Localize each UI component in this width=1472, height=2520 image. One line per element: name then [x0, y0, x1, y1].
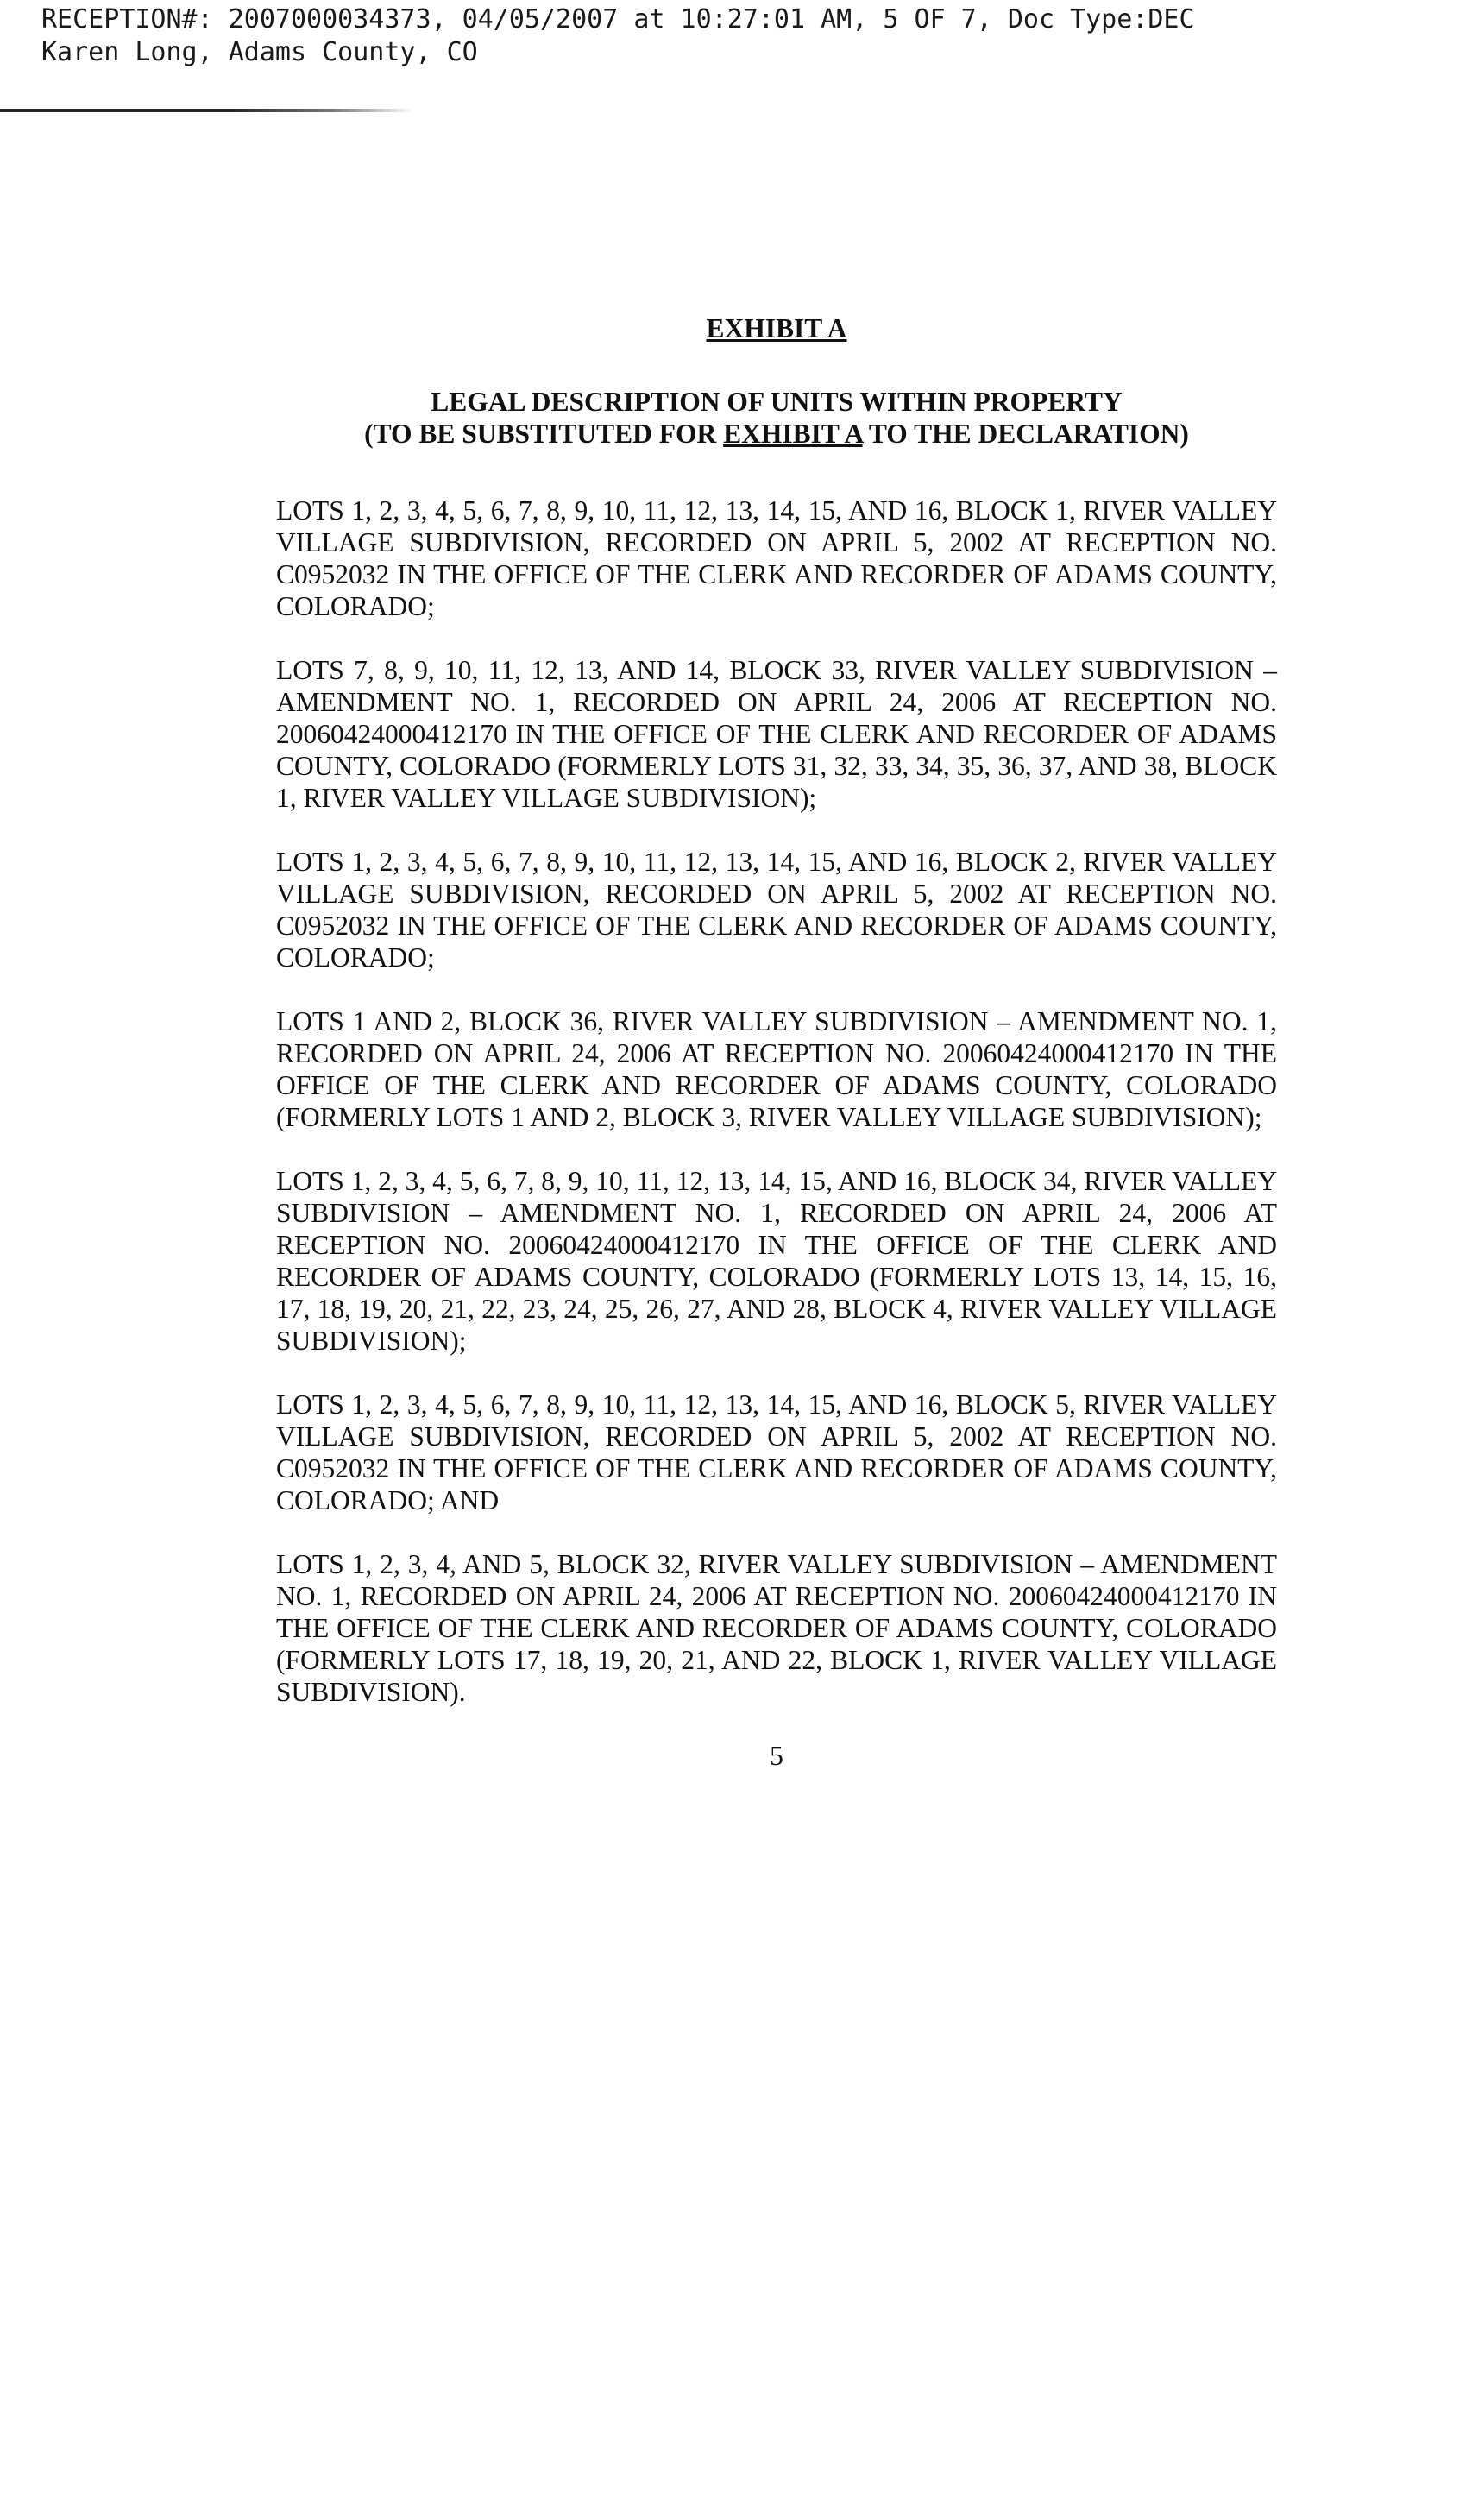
document-body [276, 312, 1277, 1772]
recording-stamp [41, 3, 1195, 69]
heading-line-2 [276, 418, 1277, 450]
heading-line-2-prefix: (TO BE SUBSTITUTED FOR [364, 419, 724, 449]
exhibit-heading [276, 386, 1277, 450]
heading-line-1: LEGAL DESCRIPTION OF UNITS WITHIN PROPERTY [431, 387, 1123, 417]
page-number: 5 [770, 1741, 783, 1771]
legal-description-paragraph: LOTS 1 AND 2, BLOCK 36, RIVER VALLEY SUBDIVISION – AMENDMENT NO. 1, RECORDED ON APRIL 24, 2006 AT RECEPTION NO. 20060424000412170 IN THE OFFICE OF THE CLERK AND RECORDER OF ADAMS COUNTY, COLORADO (FORMERLY LOTS 1 AND 2, BLOCK 3, RIVER VALLEY VILLAGE SUBDIVISION); [276, 1006, 1277, 1132]
legal-description-paragraph: LOTS 1, 2, 3, 4, 5, 6, 7, 8, 9, 10, 11, 12, 13, 14, 15, AND 16, BLOCK 2, RIVER VALLEY VILLAGE SUBDIVISION, RECORDED ON APRIL 5, 2002 AT RECEPTION NO. C0952032 IN THE OFFICE OF THE CLERK AND RECORDER OF ADAMS COUNTY, COLORADO; [276, 847, 1277, 973]
legal-description-paragraph: LOTS 7, 8, 9, 10, 11, 12, 13, AND 14, BLOCK 33, RIVER VALLEY SUBDIVISION – AMENDMENT NO. 1, RECORDED ON APRIL 24, 2006 AT RECEPTION NO. 20060424000412170 IN THE OFFICE OF THE CLERK AND RECORDER OF ADAMS COUNTY, COLORADO (FORMERLY LOTS 31, 32, 33, 34, 35, 36, 37, AND 38, BLOCK 1, RIVER VALLEY VILLAGE SUBDIVISION); [276, 655, 1277, 813]
exhibit-title: EXHIBIT A [706, 313, 847, 343]
heading-exhibit-reference: EXHIBIT A [723, 419, 863, 449]
legal-description-paragraph: LOTS 1, 2, 3, 4, 5, 6, 7, 8, 9, 10, 11, 12, 13, 14, 15, AND 16, BLOCK 5, RIVER VALLEY VILLAGE SUBDIVISION, RECORDED ON APRIL 5, 2002 AT RECEPTION NO. C0952032 IN THE OFFICE OF THE CLERK AND RECORDER OF ADAMS COUNTY, COLORADO; AND [276, 1389, 1277, 1515]
heading-line-2-suffix: TO THE DECLARATION) [862, 419, 1189, 449]
recording-stamp-line-2: Karen Long, Adams County, CO [41, 37, 478, 67]
legal-description-paragraph: LOTS 1, 2, 3, 4, 5, 6, 7, 8, 9, 10, 11, 12, 13, 14, 15, AND 16, BLOCK 34, RIVER VALLEY SUBDIVISION – AMENDMENT NO. 1, RECORDED ON APRIL 24, 2006 AT RECEPTION NO. 20060424000412170 IN THE OFFICE OF THE CLERK AND RECORDER OF ADAMS COUNTY, COLORADO (FORMERLY LOTS 13, 14, 15, 16, 17, 18, 19, 20, 21, 22, 23, 24, 25, 26, 27, AND 28, BLOCK 4, RIVER VALLEY VILLAGE SUBDIVISION); [276, 1166, 1277, 1356]
legal-description-paragraph: LOTS 1, 2, 3, 4, AND 5, BLOCK 32, RIVER VALLEY SUBDIVISION – AMENDMENT NO. 1, RECORDED ON APRIL 24, 2006 AT RECEPTION NO. 20060424000412170 IN THE OFFICE OF THE CLERK AND RECORDER OF ADAMS COUNTY, COLORADO (FORMERLY LOTS 17, 18, 19, 20, 21, AND 22, BLOCK 1, RIVER VALLEY VILLAGE SUBDIVISION). [276, 1549, 1277, 1707]
stamp-divider [0, 109, 414, 112]
legal-description-paragraph: LOTS 1, 2, 3, 4, 5, 6, 7, 8, 9, 10, 11, 12, 13, 14, 15, AND 16, BLOCK 1, RIVER VALLEY VILLAGE SUBDIVISION, RECORDED ON APRIL 5, 2002 AT RECEPTION NO. C0952032 IN THE OFFICE OF THE CLERK AND RECORDER OF ADAMS COUNTY, COLORADO; [276, 495, 1277, 621]
recording-stamp-line-1: RECEPTION#: 2007000034373, 04/05/2007 at 10:27:01 AM, 5 OF 7, Doc Type:DEC [41, 4, 1195, 35]
